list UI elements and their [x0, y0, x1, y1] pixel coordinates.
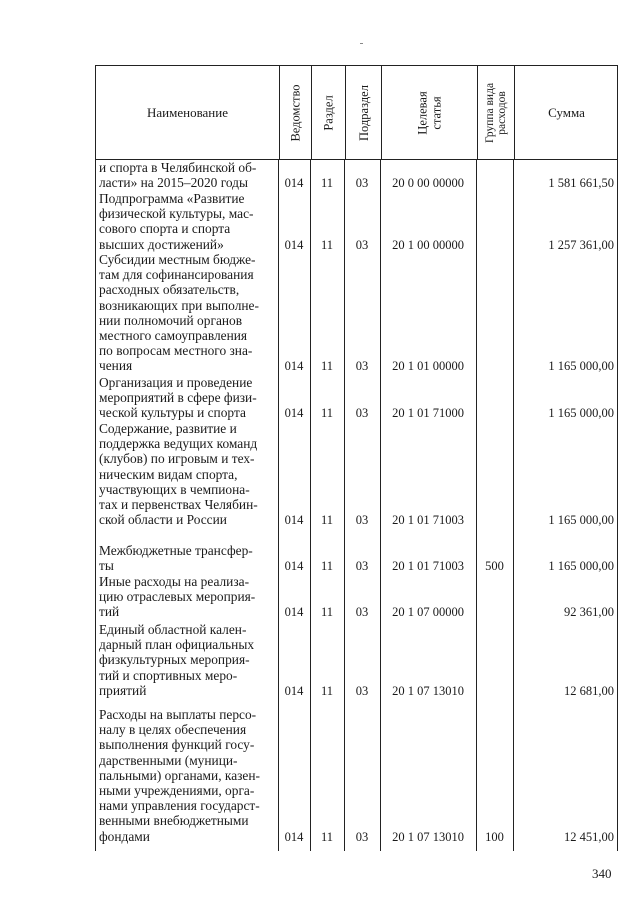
row-name-line: Единый областной кален- — [99, 622, 247, 637]
header-department — [279, 66, 311, 159]
row-name-line: физкультурных мероприя- — [99, 652, 250, 668]
row-name-line: Подпрограмма «Развитие — [99, 191, 245, 206]
row-section: 11 — [320, 359, 334, 374]
row-name-line: там для софинансирования — [99, 267, 254, 283]
row-subsection: 03 — [355, 513, 369, 528]
row-department: 014 — [284, 176, 304, 191]
column-line — [344, 160, 345, 851]
header-amount-label: Сумма — [548, 104, 585, 120]
row-name — [99, 375, 273, 421]
row-amount: 1 581 661,50 — [548, 176, 614, 191]
row-name-line: тий и спортивных меро- — [99, 667, 238, 683]
row-name-line: дарный план официальных — [99, 637, 255, 653]
row-name-line: ными учреждениями, орга- — [99, 783, 255, 799]
row-name-line: цию отраслевых мероприя- — [99, 589, 256, 605]
row-subsection: 03 — [355, 176, 369, 191]
row-name-line: ческой культуры и спорта — [99, 405, 246, 421]
row-name-line: и спорта в Челябинской об- — [99, 160, 257, 175]
row-department: 014 — [284, 683, 304, 698]
row-department: 014 — [284, 359, 304, 374]
row-department: 014 — [284, 513, 304, 528]
row-subsection: 03 — [355, 683, 369, 698]
column-line — [476, 160, 477, 851]
row-name — [99, 622, 273, 698]
row-expense-group: 500 — [485, 559, 504, 574]
row-subsection: 03 — [355, 559, 369, 574]
row-department: 014 — [284, 406, 304, 421]
row-amount: 92 361,00 — [564, 605, 614, 620]
row-name-line: венными внебюджетными — [99, 813, 249, 829]
header-name-label: Наименование — [147, 104, 228, 120]
column-line — [513, 160, 514, 851]
row-name-line: сового спорта и спорта — [99, 221, 231, 237]
row-section: 11 — [320, 513, 334, 528]
header-target-article — [381, 66, 477, 159]
row-name-line: тий — [99, 604, 120, 620]
row-name-line: приятий — [99, 682, 147, 698]
column-line — [278, 160, 279, 851]
header-section-label: Раздел — [321, 94, 336, 131]
row-expense-group: 100 — [485, 829, 504, 844]
row-amount: 1 165 000,00 — [548, 513, 614, 528]
row-subsection: 03 — [355, 605, 369, 620]
row-name — [99, 160, 273, 190]
header-expense-group-line1: Группа вида — [484, 82, 497, 143]
row-name-line: мероприятий в сфере физи- — [99, 390, 257, 406]
row-name-line: участвующих в чемпиона- — [99, 481, 250, 497]
row-target-article: 20 1 00 00000 — [392, 237, 464, 252]
header-expense-group-label — [484, 82, 508, 142]
row-amount: 12 681,00 — [564, 683, 614, 698]
row-department: 014 — [284, 559, 304, 574]
row-section: 11 — [320, 237, 334, 252]
header-expense-group-line2: расходов — [496, 90, 509, 135]
row-target-article: 20 1 01 71003 — [392, 513, 464, 528]
header-amount — [514, 66, 618, 159]
row-subsection: 03 — [355, 406, 369, 421]
row-name-line: чения — [99, 358, 133, 374]
row-department: 014 — [284, 829, 304, 844]
row-amount: 12 451,00 — [564, 829, 614, 844]
column-line — [310, 160, 311, 851]
row-name-line: ническим видам спорта, — [99, 466, 238, 482]
row-name-line: высших достижений» — [99, 236, 224, 252]
row-target-article: 20 1 01 71000 — [392, 406, 464, 421]
row-name-line: расходных обязательств, — [99, 282, 240, 298]
row-target-article: 20 1 07 13010 — [392, 683, 464, 698]
page-number: 340 — [592, 866, 612, 881]
header-subsection-label: Подраздел — [356, 84, 371, 141]
row-name — [99, 191, 273, 252]
scan-mark — [360, 43, 363, 44]
row-subsection: 03 — [355, 359, 369, 374]
row-name-line: Организация и проведение — [99, 375, 253, 390]
row-section: 11 — [320, 829, 334, 844]
row-name — [99, 421, 273, 527]
row-department: 014 — [284, 605, 304, 620]
row-amount: 1 165 000,00 — [548, 559, 614, 574]
row-name-line: Расходы на выплаты персо- — [99, 707, 257, 722]
column-line — [95, 160, 96, 851]
row-name-line: нии полномочий органов — [99, 312, 243, 328]
row-name-line: поддержка ведущих команд — [99, 436, 258, 452]
header-department-label: Ведомство — [288, 83, 303, 142]
row-name — [99, 252, 273, 374]
row-name-line: физической культуры, мас- — [99, 206, 254, 222]
row-name-line: выполнения функций госу- — [99, 737, 255, 753]
row-name-line: (клубов) по игровым и тех- — [99, 451, 255, 467]
row-target-article: 20 1 07 00000 — [392, 605, 464, 620]
row-name — [99, 707, 273, 844]
row-name-line: ты — [99, 558, 114, 574]
row-section: 11 — [320, 683, 334, 698]
row-section: 11 — [320, 406, 334, 421]
row-name-line: дарственными (муници- — [99, 752, 238, 768]
column-line — [617, 160, 618, 851]
row-amount: 1 165 000,00 — [548, 359, 614, 374]
row-name-line: фондами — [99, 828, 150, 844]
header-target-article-line2: статья — [429, 95, 444, 130]
row-subsection: 03 — [355, 237, 369, 252]
row-name — [99, 574, 273, 620]
row-name-line: Межбюджетные трансфер- — [99, 543, 253, 558]
row-name-line: ской области и России — [99, 512, 227, 528]
header-section — [311, 66, 345, 159]
row-section: 11 — [320, 605, 334, 620]
row-name — [99, 543, 273, 573]
row-name-line: ласти» на 2015–2020 годы — [99, 175, 248, 191]
row-name-line: Иные расходы на реализа- — [99, 574, 250, 589]
row-department: 014 — [284, 237, 304, 252]
row-name-line: нами управления государст- — [99, 798, 260, 814]
row-name-line: местного самоуправления — [99, 328, 248, 344]
row-name-line: налу в целях обеспечения — [99, 722, 247, 738]
header-name — [96, 66, 279, 159]
row-target-article: 20 1 01 00000 — [392, 359, 464, 374]
row-name-line: Содержание, развитие и — [99, 421, 237, 436]
column-line — [380, 160, 381, 851]
row-section: 11 — [320, 176, 334, 191]
row-name-line: по вопросам местного зна- — [99, 343, 253, 359]
row-target-article: 20 1 01 71003 — [392, 559, 464, 574]
row-amount: 1 257 361,00 — [548, 237, 614, 252]
header-expense-group — [477, 66, 514, 159]
header-target-article-line1: Целевая — [415, 90, 430, 135]
row-name-line: Субсидии местным бюдже- — [99, 252, 256, 267]
header-target-article-label — [416, 91, 444, 134]
row-subsection: 03 — [355, 829, 369, 844]
row-section: 11 — [320, 559, 334, 574]
table-header — [95, 65, 618, 160]
row-target-article: 20 0 00 00000 — [392, 176, 464, 191]
row-name-line: пальными) органами, казен- — [99, 767, 261, 783]
row-name-line: возникающих при выполне- — [99, 297, 259, 313]
row-name-line: тах и первенствах Челябин- — [99, 497, 258, 513]
row-amount: 1 165 000,00 — [548, 406, 614, 421]
row-target-article: 20 1 07 13010 — [392, 829, 464, 844]
header-subsection — [345, 66, 381, 159]
